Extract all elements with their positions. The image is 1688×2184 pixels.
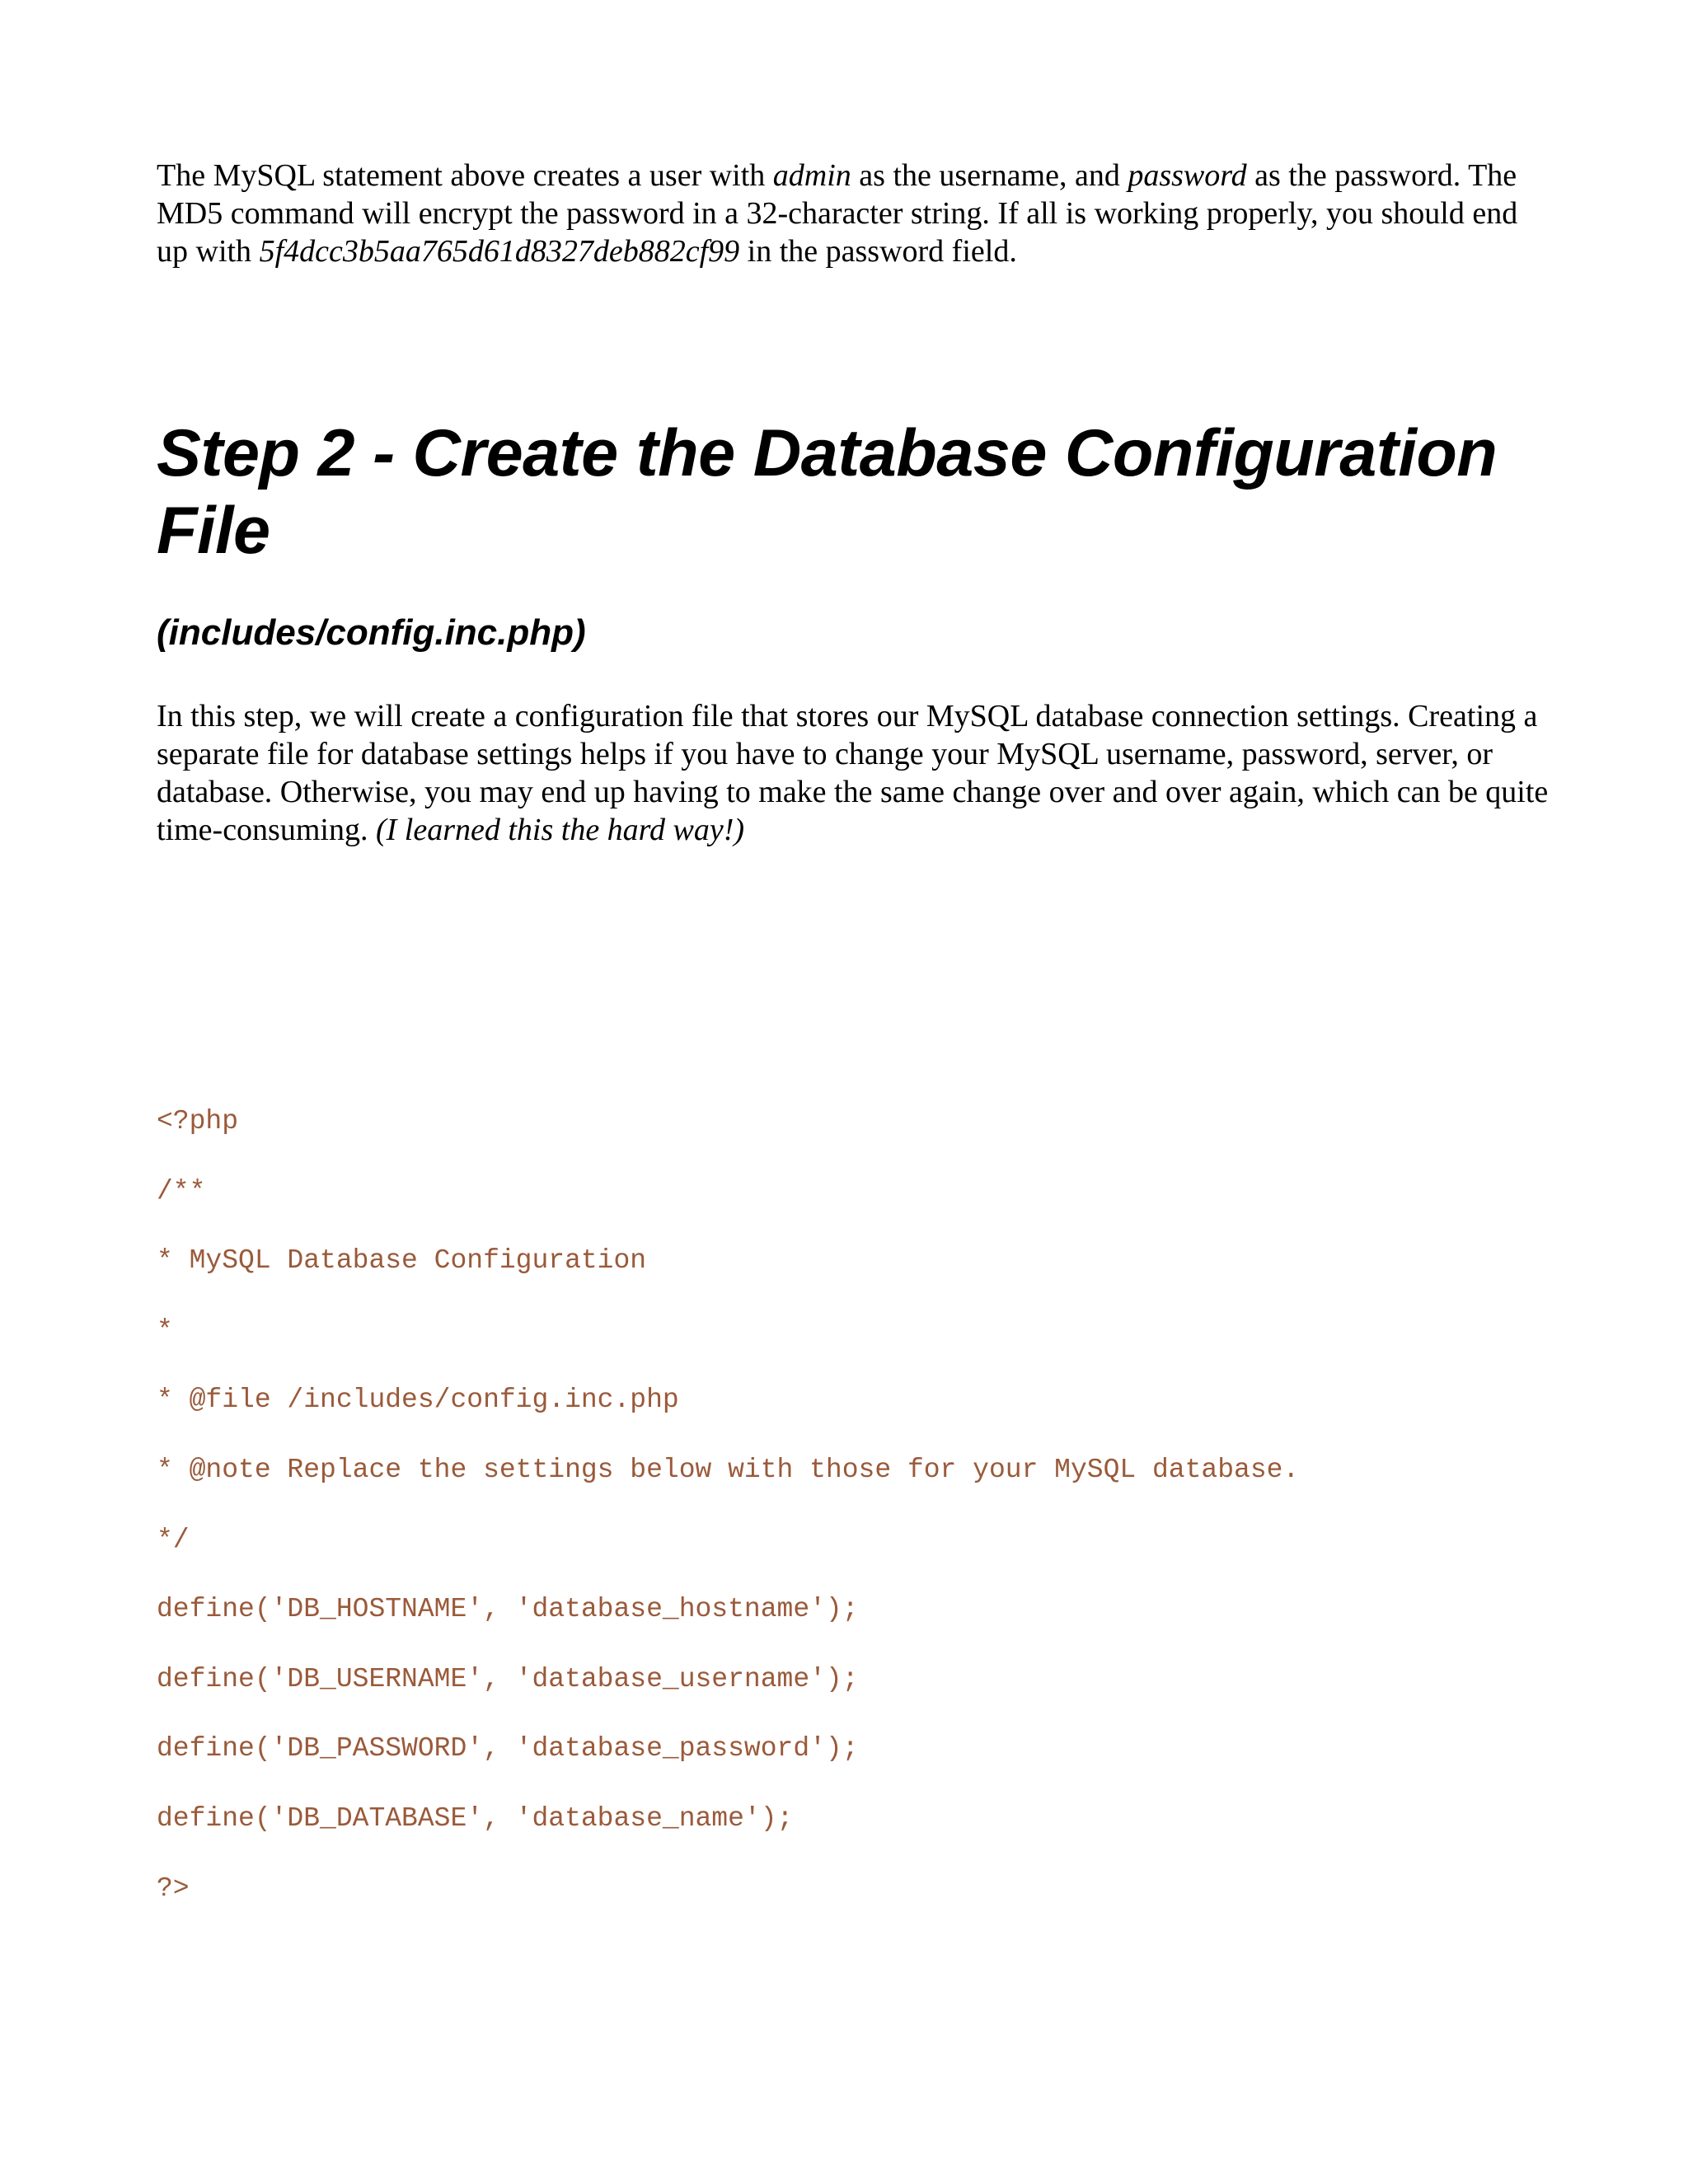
code-line: * [157,1315,173,1346]
intro-username-emphasis: admin [772,158,851,193]
code-block [157,1104,1299,1941]
code-line: * @note Replace the settings below with those for your MySQL database. [157,1454,1300,1485]
description-aside: (I learned this the hard way!) [375,813,745,847]
code-line: * @file /includes/config.inc.php [157,1385,679,1416]
intro-password-emphasis: password [1128,158,1247,193]
code-line: * MySQL Database Configuration [157,1245,647,1277]
code-line: define('DB_HOSTNAME', 'database_hostname'); [157,1594,859,1625]
intro-hash-emphasis: 5f4dcc3b5aa765d61d8327deb882cf99 [259,234,740,269]
page-content [157,148,1549,1904]
intro-text-1: The MySQL statement above creates a user with [157,158,773,193]
description-text: In this step, we will create a configuration file that stores our MySQL database connection settings. Creating a separate file for database settings helps if you have to change your MySQL username, password, server, or database. Otherwise, you may end up having to make the same change over and over again, which can be quite time-consuming. [157,699,1549,847]
intro-paragraph [157,157,1541,270]
description-paragraph [157,697,1558,849]
step-title: Step 2 - Create the Database Configuration File [157,416,1498,568]
code-line: define('DB_PASSWORD', 'database_password'); [157,1733,859,1765]
code-line: */ [157,1524,190,1555]
code-line: ?> [157,1872,190,1904]
intro-text-3: as the password. The MD5 command will encrypt the password in a 32-character string. If all is working properly, you should end up with [157,158,1518,269]
intro-text-4: in the password field. [739,234,1017,269]
code-line: define('DB_USERNAME', 'database_username'); [157,1663,859,1694]
code-line: define('DB_DATABASE', 'database_name'); [157,1802,794,1834]
intro-text-2: as the username, and [851,158,1128,193]
code-line: /** [157,1175,206,1207]
code-line: <?php [157,1106,239,1137]
step-subtitle: (includes/config.inc.php) [157,612,586,653]
